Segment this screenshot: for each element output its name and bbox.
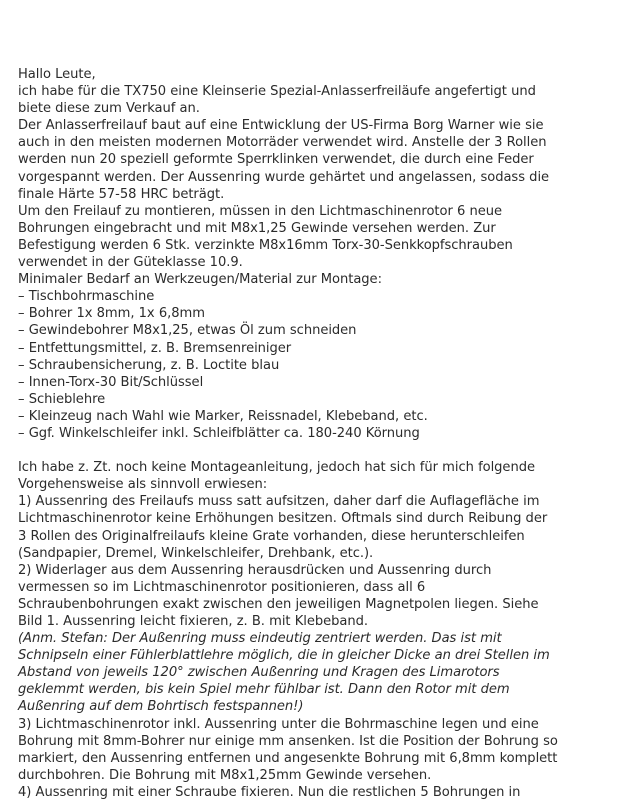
procedure-intro-paragraph bbox=[18, 459, 595, 493]
editor-note-line-4: geklemmt werden, bis kein Spiel mehr fühlbar ist. Dann den Rotor mit dem bbox=[18, 682, 510, 698]
intro-line-2: biete diese zum Verkauf an. bbox=[18, 101, 200, 117]
step-1-paragraph bbox=[18, 493, 595, 561]
step-3-paragraph bbox=[18, 716, 595, 784]
editor-note-line-5: Außenring auf dem Bohrtisch festspannen!) bbox=[18, 699, 304, 715]
document-text-body bbox=[18, 66, 595, 801]
description-line-1: Der Anlasserfreilauf baut auf eine Entwicklung der US-Firma Borg Warner wie sie bbox=[18, 118, 544, 134]
step-1-line-1: 1) Aussenring des Freilaufs muss satt aufsitzen, daher darf die Auflagefläche im bbox=[18, 494, 540, 510]
description-line-5: finale Härte 57-58 HRC beträgt. bbox=[18, 186, 225, 202]
procedure-intro-line-2: Vorgehensweise als sinnvoll erwiesen: bbox=[18, 477, 268, 493]
list-item: – Bohrer 1x 8mm, 1x 6,8mm bbox=[18, 306, 205, 322]
step-4-line-1: 4) Aussenring mit einer Schraube fixieren. Nun die restlichen 5 Bohrungen in bbox=[18, 784, 521, 800]
step-2-line-2: vermessen so im Lichtmaschinenrotor positionieren, dass all 6 bbox=[18, 579, 426, 595]
greeting-line: Hallo Leute, bbox=[18, 67, 96, 82]
mounting-line-1: Um den Freilauf zu montieren, müssen in den Lichtmaschinenrotor 6 neue bbox=[18, 203, 503, 219]
tools-heading-line: Minimaler Bedarf an Werkzeugen/Material zur Montage: bbox=[18, 272, 382, 288]
editor-note-line-2: Schnipseln einer Fühlerblattlehre möglich, die in gleicher Dicke an drei Stellen im bbox=[18, 648, 550, 664]
list-item: – Gewindebohrer M8x1,25, etwas Öl zum schneiden bbox=[18, 323, 357, 339]
greeting-paragraph bbox=[18, 66, 595, 117]
step-2-paragraph bbox=[18, 562, 595, 630]
paragraph-spacer bbox=[18, 442, 595, 459]
list-item: – Kleinzeug nach Wahl wie Marker, Reissnadel, Klebeband, etc. bbox=[18, 408, 428, 424]
mounting-line-3: Befestigung werden 6 Stk. verzinkte M8x16mm Torx-30-Senkkopfschrauben bbox=[18, 237, 513, 253]
description-line-2: auch in den meisten modernen Motorräder verwendet wird. Anstelle der 3 Rollen bbox=[18, 135, 547, 151]
description-line-3: werden nun 20 speziell geformte Sperrklinken verwendet, die durch eine Feder bbox=[18, 152, 534, 168]
step-3-line-3: markiert, den Aussenring entfernen und angesenkte Bohrung mit 6,8mm komplett bbox=[18, 750, 558, 766]
list-item: – Schieblehre bbox=[18, 391, 106, 407]
step-2-line-4: Bild 1. Aussenring leicht fixieren, z. B. mit Klebeband. bbox=[18, 614, 368, 629]
description-paragraph bbox=[18, 117, 595, 202]
editor-note-stefan bbox=[18, 630, 595, 715]
step-1-line-2: Lichtmaschinenrotor keine Erhöhungen besitzen. Oftmals sind durch Reibung der bbox=[18, 511, 548, 527]
step-2-line-3: Schraubenbohrungen exakt zwischen den jeweiligen Magnetpolen liegen. Siehe bbox=[18, 596, 539, 612]
list-item: – Schraubensicherung, z. B. Loctite blau bbox=[18, 357, 280, 373]
description-line-4: vorgespannt werden. Der Aussenring wurde gehärtet und angelassen, sodass die bbox=[18, 169, 550, 185]
list-item: – Ggf. Winkelschleifer inkl. Schleifblätter ca. 180-240 Körnung bbox=[18, 425, 420, 441]
list-item: – Innen-Torx-30 Bit/Schlüssel bbox=[18, 374, 204, 390]
step-4-paragraph bbox=[18, 784, 595, 801]
editor-note-line-1: (Anm. Stefan: Der Außenring muss eindeutig zentriert werden. Das ist mit bbox=[18, 631, 502, 647]
mounting-paragraph bbox=[18, 203, 595, 271]
procedure-intro-line-1: Ich habe z. Zt. noch keine Montageanleitung, jedoch hat sich für mich folgende bbox=[18, 460, 535, 476]
tools-list bbox=[18, 288, 595, 442]
step-1-line-4: (Sandpapier, Dremel, Winkelschleifer, Drehbank, etc.). bbox=[18, 545, 374, 561]
step-3-line-1: 3) Lichtmaschinenrotor inkl. Aussenring unter die Bohrmaschine legen und eine bbox=[18, 716, 539, 732]
step-3-line-2: Bohrung mit 8mm-Bohrer nur einige mm ansenken. Ist die Position der Bohrung so bbox=[18, 733, 558, 749]
list-item: – Tischbohrmaschine bbox=[18, 289, 155, 305]
step-3-line-4: durchbohren. Die Bohrung mit M8x1,25mm Gewinde versehen. bbox=[18, 767, 432, 783]
mounting-line-4: verwendet in der Güteklasse 10.9. bbox=[18, 255, 243, 271]
list-item: – Entfettungsmittel, z. B. Bremsenreiniger bbox=[18, 340, 292, 356]
intro-line-1: ich habe für die TX750 eine Kleinserie Spezial-Anlasserfreiläufe angefertigt und bbox=[18, 84, 536, 100]
mounting-line-2: Bohrungen eingebracht und mit M8x1,25 Gewinde versehen werden. Zur bbox=[18, 220, 496, 236]
tools-heading bbox=[18, 271, 595, 288]
step-1-line-3: 3 Rollen des Originalfreilaufs kleine Grate vorhanden, diese herunterschleifen bbox=[18, 528, 525, 544]
step-2-line-1: 2) Widerlager aus dem Aussenring herausdrücken und Aussenring durch bbox=[18, 562, 492, 578]
editor-note-line-3: Abstand von jeweils 120° zwischen Außenring und Kragen des Limarotors bbox=[18, 665, 500, 681]
